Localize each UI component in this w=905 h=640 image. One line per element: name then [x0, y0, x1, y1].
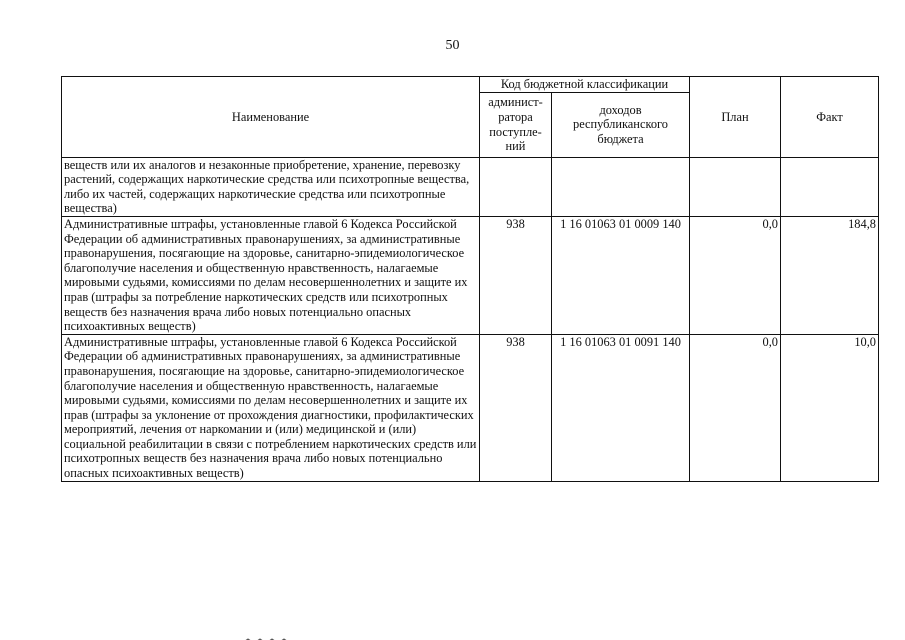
header-administrator: админист-ратора поступле-ний	[480, 92, 552, 157]
row-administrator	[480, 157, 552, 216]
row-revenue-code: 1 16 01063 01 0009 140	[552, 216, 690, 334]
page-edge-mark	[240, 632, 300, 640]
row-administrator: 938	[480, 334, 552, 481]
budget-table	[61, 76, 879, 482]
header-revenue: доходов республиканского бюджета	[552, 92, 690, 157]
row-name: Административные штрафы, установленные главой 6 Кодекса Российской Федерации об административных правонарушениях, за административные правонарушения, посягающие на здоровье, санитарно-эпидемиологическое благополучие населения и общественную нравственность, налагаемые мировыми судьями, комиссиями по делам несовершеннолетних и защите их прав (штрафы за потребление наркотических средств или психотропных веществ без назначения врача либо новых потенциально опасных психоактивных веществ)	[62, 216, 480, 334]
row-revenue-code: 1 16 01063 01 0091 140	[552, 334, 690, 481]
header-name: Наименование	[62, 77, 480, 158]
header-fact: Факт	[781, 77, 879, 158]
table-row	[62, 157, 879, 216]
row-plan: 0,0	[690, 334, 781, 481]
row-name: Административные штрафы, установленные главой 6 Кодекса Российской Федерации об административных правонарушениях, за административные правонарушения, посягающие на здоровье, санитарно-эпидемиологическое благополучие населения и общественную нравственность, налагаемые мировыми судьями, комиссиями по делам несовершеннолетних и защите их прав (штрафы за уклонение от прохождения диагностики, профилактических мероприятий, лечения от наркомании и (или) медицинской и (или) социальной реабилитации в связи с потреблением наркотических средств или психотропных веществ без назначения врача либо новых потенциально опасных психоактивных веществ)	[62, 334, 480, 481]
row-name: веществ или их аналогов и незаконные приобретение, хранение, перевозку растений, содержащих наркотические средства или психотропные вещества, либо их частей, содержащих наркотические средства или психотропные вещества)	[62, 157, 480, 216]
header-row-top	[62, 77, 879, 93]
table-row	[62, 334, 879, 481]
header-plan: План	[690, 77, 781, 158]
row-fact: 10,0	[781, 334, 879, 481]
header-code-group: Код бюджетной классификации	[480, 77, 690, 93]
row-administrator: 938	[480, 216, 552, 334]
row-revenue-code	[552, 157, 690, 216]
row-fact	[781, 157, 879, 216]
row-fact: 184,8	[781, 216, 879, 334]
row-plan	[690, 157, 781, 216]
page-number: 50	[445, 38, 460, 53]
table-row	[62, 216, 879, 334]
row-plan: 0,0	[690, 216, 781, 334]
